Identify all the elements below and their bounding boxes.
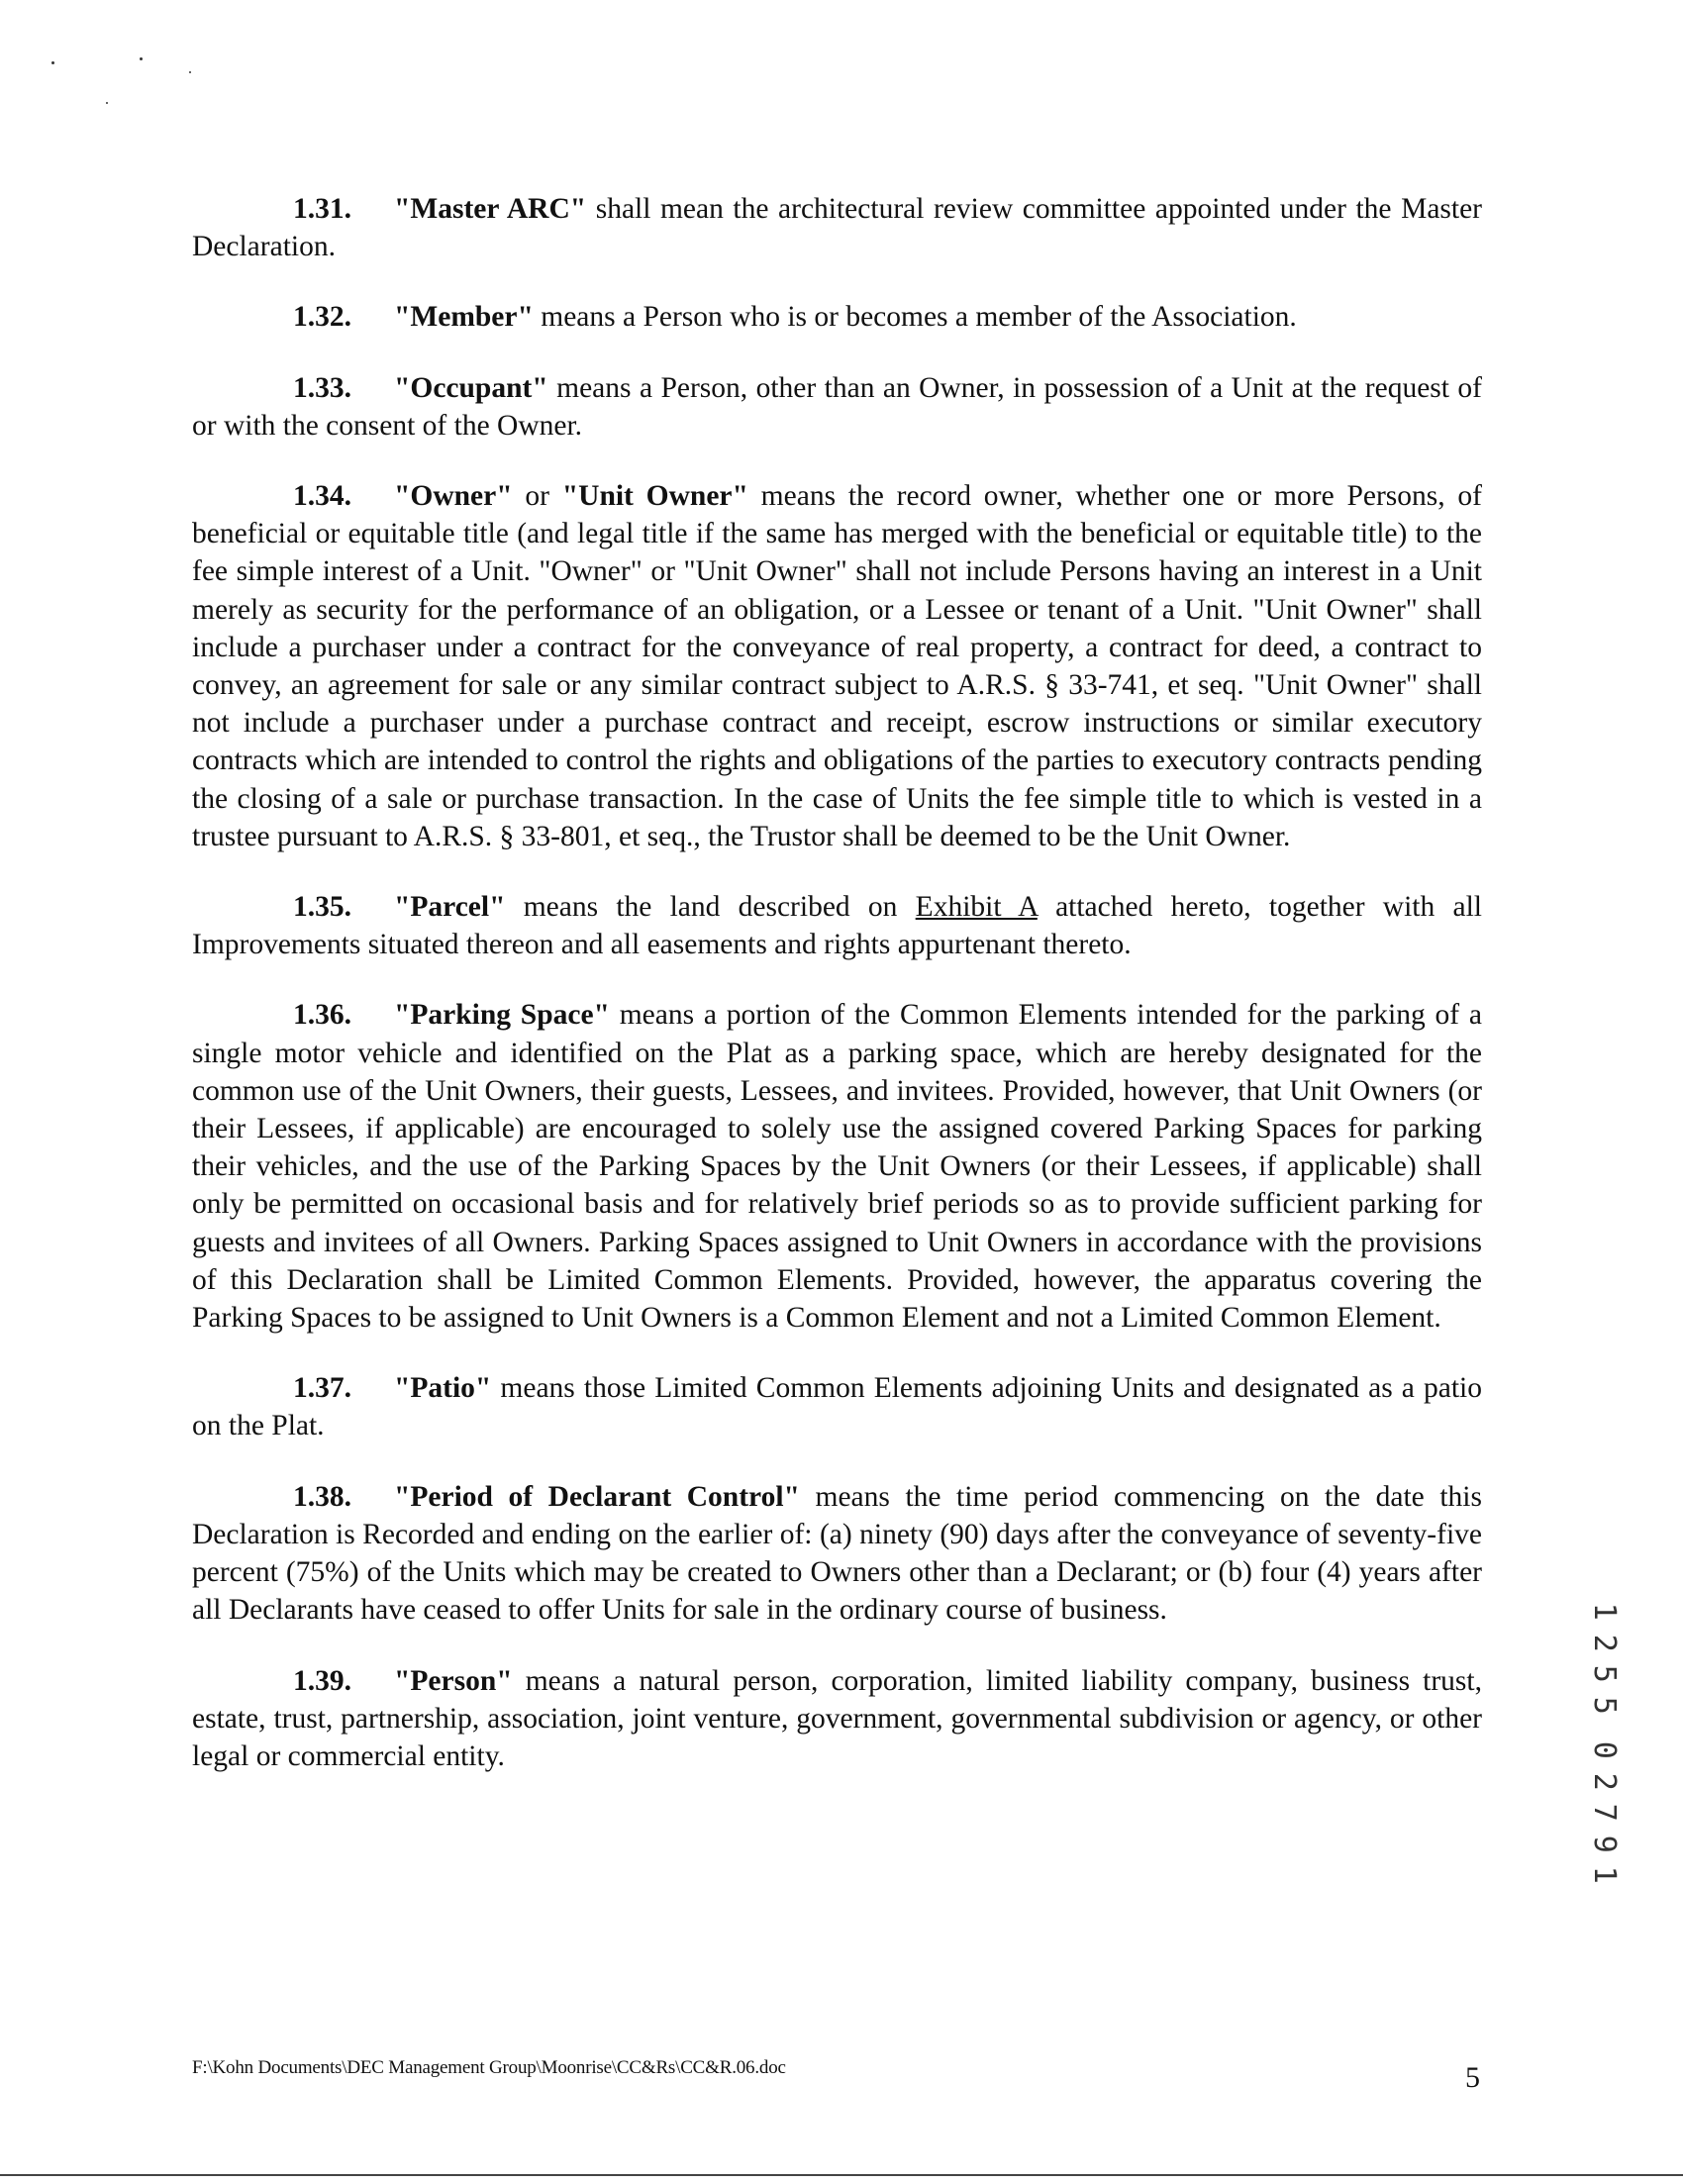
section-number: 1.34. xyxy=(293,480,351,513)
stamp-digit: 5 xyxy=(1586,1696,1622,1715)
definition-text: shall mean the architectural review committee appointed under the Master Declaration. xyxy=(192,193,1483,263)
definition-text: means the land described on xyxy=(505,891,916,924)
conjunction-text: or xyxy=(512,480,562,513)
section-number: 1.36. xyxy=(293,999,351,1032)
definition-text: means the time period commencing on the date this Declaration is Recorded and ending on the earlier of: (a) ninety (90) days after the conveyance of seventy-five percent (75%) of the Units which may be created to Owners other than a Declarant; or (b) four (4) years after all Declarants have ceased to offer Units for sale in the ordinary course of business. xyxy=(192,1480,1482,1627)
definition-1-37 xyxy=(192,1369,1482,1444)
defined-term: "Patio" xyxy=(394,1372,492,1405)
definition-text: means the record owner, whether one or more Persons, of beneficial or equitable title (and legal title if the same has merged with the beneficial or equitable title) to the fee simple interest of a Unit. "Owner" or "Unit Owner" shall not include Persons having an interest in a Unit merely as security for the performance of an obligation, or a Lessee or tenant of a Unit. "Unit Owner" shall include a purchaser under a contract for the conveyance of real property, a contract for deed, a contract to convey, an agreement for sale or any similar contract subject to A.R.S. § 33-741, et seq. "Unit Owner" shall not include a purchaser under a purchase contract and receipt, escrow instructions or similar executory contracts which are intended to control the rights and obligations of the parties to executory contracts pending the closing of a sale or purchase transaction. In the case of Units the fee simple title to which is vested in a trustee pursuant to A.R.S. § 33-801, et seq., the Trustor shall be deemed to be the Unit Owner. xyxy=(192,480,1482,852)
stamp-digit: 0 xyxy=(1586,1740,1622,1759)
recording-stamp xyxy=(1586,1596,1622,1891)
stamp-digit: 2 xyxy=(1586,1634,1622,1652)
stamp-digit: 5 xyxy=(1586,1664,1622,1683)
stamp-digit: 9 xyxy=(1586,1835,1622,1853)
definition-text: means a portion of the Common Elements intended for the parking of a single motor vehicle and identified on the Plat as a parking space, which are hereby designated for the common use of the Unit Owners, their guests, Lessees, and invitees. Provided, however, that Unit Owners (or their Lessees, if applicable) are encouraged to solely use the assigned covered Parking Spaces for parking their vehicles, and the use of the Parking Spaces by the Unit Owners (or their Lessees, if applicable) shall only be permitted on occasional basis and for relatively brief periods so as to provide sufficient parking for guests and invitees of all Owners. Parking Spaces assigned to Unit Owners in accordance with the provisions of this Declaration shall be Limited Common Elements. Provided, however, the apparatus covering the Parking Spaces to be assigned to Unit Owners is a Common Element and not a Limited Common Element. xyxy=(192,999,1482,1335)
defined-term: "Member" xyxy=(394,301,534,334)
section-number: 1.32. xyxy=(293,301,351,334)
page-number: 5 xyxy=(1465,2061,1480,2094)
exhibit-reference: Exhibit A xyxy=(915,891,1038,924)
defined-term: "Parcel" xyxy=(394,891,506,924)
definition-text: means those Limited Common Elements adjoining Units and designated as a patio on the Plat. xyxy=(192,1372,1482,1442)
stamp-digit: 2 xyxy=(1586,1772,1622,1791)
definition-1-32 xyxy=(192,298,1482,336)
scan-speck xyxy=(51,61,54,64)
defined-term: "Person" xyxy=(394,1664,513,1697)
definition-1-36 xyxy=(192,996,1482,1337)
section-number: 1.31. xyxy=(293,193,351,225)
defined-term: "Period of Declarant Control" xyxy=(394,1480,800,1513)
definition-1-33 xyxy=(192,369,1482,445)
definitions-section xyxy=(192,190,1482,1808)
defined-term: "Owner" xyxy=(394,480,513,513)
definition-text: attached hereto, together with all Improvements situated thereon and all easements and rights appurtenant thereto. xyxy=(192,891,1482,961)
stamp-digit: 1 xyxy=(1586,1602,1622,1621)
defined-term: "Master ARC" xyxy=(394,193,587,225)
definition-text: means a Person who is or becomes a member of the Association. xyxy=(533,301,1297,334)
scan-speck xyxy=(106,102,108,104)
definition-1-31 xyxy=(192,190,1482,265)
definition-1-34 xyxy=(192,477,1482,855)
definition-text: means a natural person, corporation, limited liability company, business trust, estate, trust, partnership, association, joint venture, government, governmental subdivision or agency, or other legal or commercial entity. xyxy=(192,1664,1482,1772)
section-number: 1.39. xyxy=(293,1664,351,1697)
definition-1-39 xyxy=(192,1662,1482,1776)
definition-text: means a Person, other than an Owner, in possession of a Unit at the request of or with the consent of the Owner. xyxy=(192,371,1482,442)
section-number: 1.37. xyxy=(293,1372,351,1405)
section-number: 1.35. xyxy=(293,891,351,924)
scan-speck xyxy=(189,71,191,73)
scan-bottom-edge xyxy=(0,2174,1683,2176)
file-path-footer: F:\Kohn Documents\DEC Management Group\Moonrise\CC&Rs\CC&R.06.doc xyxy=(192,2057,786,2078)
section-number: 1.38. xyxy=(293,1480,351,1513)
defined-term: "Unit Owner" xyxy=(561,480,748,513)
definition-1-38 xyxy=(192,1478,1482,1630)
defined-term: "Occupant" xyxy=(394,371,548,404)
definition-1-35 xyxy=(192,888,1482,963)
scan-speck xyxy=(140,57,143,60)
defined-term: "Parking Space" xyxy=(394,999,610,1032)
stamp-digit: 7 xyxy=(1586,1803,1622,1822)
stamp-digit: 1 xyxy=(1586,1865,1622,1884)
section-number: 1.33. xyxy=(293,371,351,404)
